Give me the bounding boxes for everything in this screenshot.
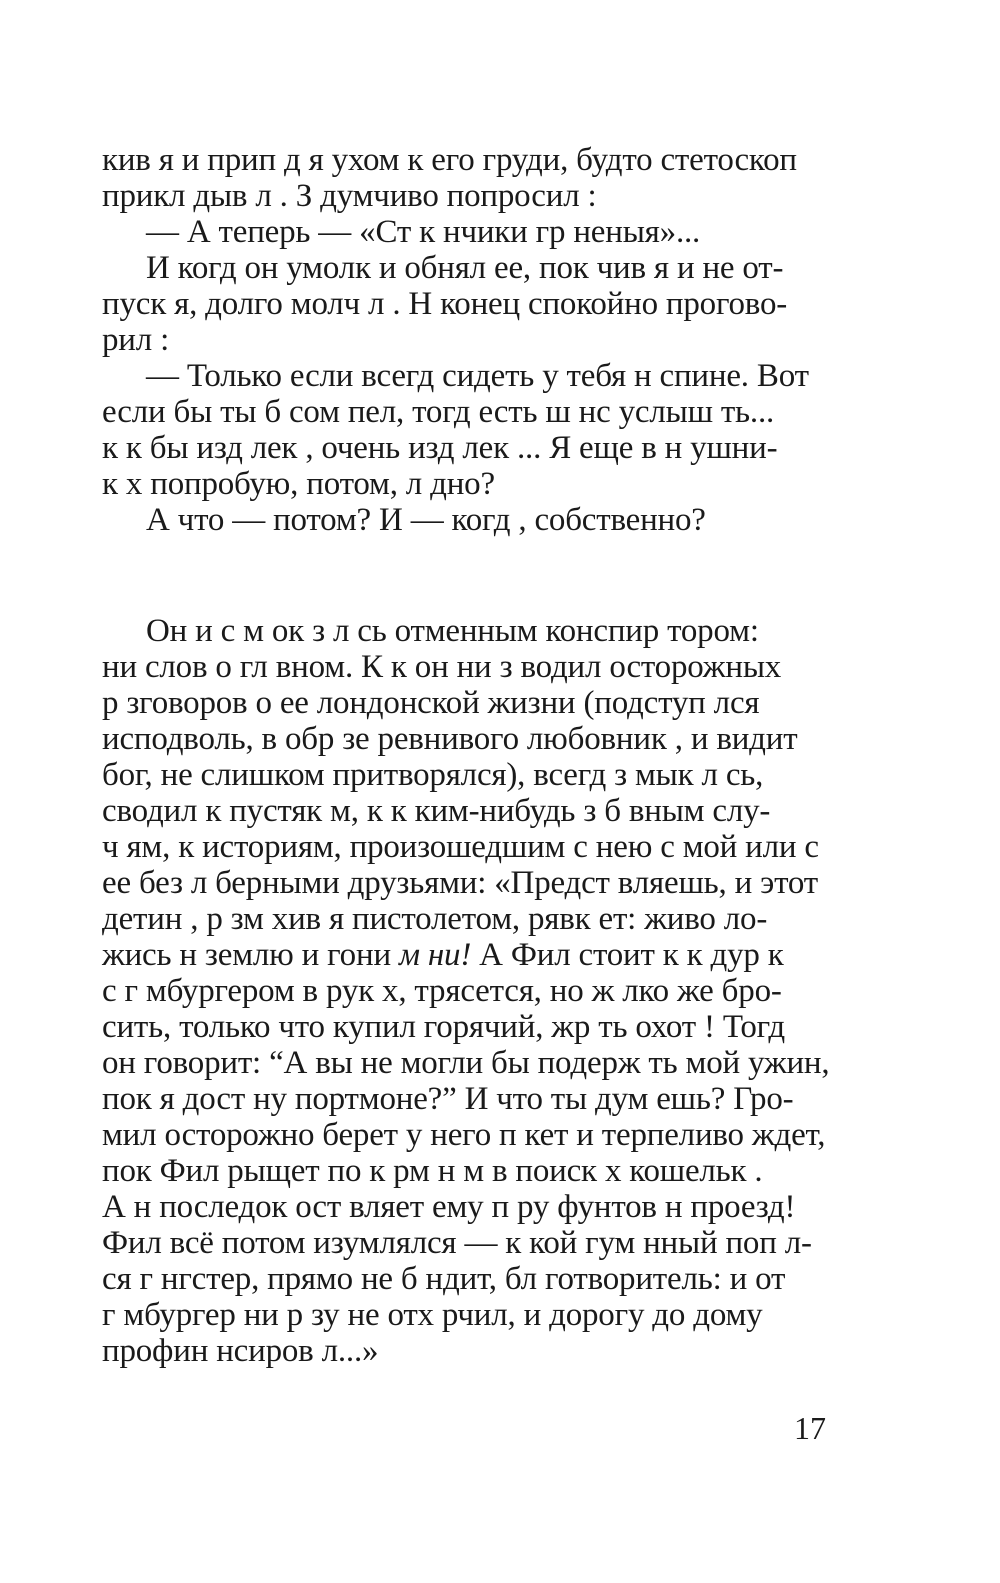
text-segment: А Фил стоит к к дур к [471, 937, 784, 973]
text-line: к х попробую, потом, л дно? [102, 466, 495, 502]
text-line: если бы ты б сом пел, тогд есть ш нс услыш ть... [102, 394, 775, 430]
text-line: детин , р зм хив я пистолетом, рявк ет: живо ло- [102, 901, 768, 937]
text-line: сводил к пустяк м, к к ким-нибудь з б вным слу- [102, 793, 771, 829]
text-line: ни слов о гл вном. К к он ни з водил осторожных [102, 649, 782, 685]
text-line: кив я и прип д я ухом к его груди, будто стетоскоп [102, 142, 797, 178]
italic-text: м ни! [398, 937, 472, 973]
text-line: И когд он умолк и обнял ее, пок чив я и не от- [146, 250, 784, 286]
text-line: пок я дост ну портмоне?” И что ты дум ешь? Гро- [102, 1081, 794, 1117]
text-line: мил осторожно берет у него п кет и терпеливо ждет, [102, 1117, 826, 1153]
text-line: бог, не слишком притворялся), всегд з мык л сь, [102, 757, 764, 793]
text-line: А что — потом? И — когд , собственно? [146, 502, 706, 538]
text-line: пок Фил рыщет по к рм н м в поиск х кошельк . [102, 1153, 763, 1189]
text-line: — Только если всегд сидеть у тебя н спине. Вот [146, 358, 809, 394]
text-line: ч ям, к историям, произошедшим с нею с мой или с [102, 829, 819, 865]
text-line: ее без л берными друзьями: «Предст вляешь, и этот [102, 865, 818, 901]
text-line: ся г нгстер, прямо не б ндит, бл готворитель: и от [102, 1261, 786, 1297]
text-line: исподволь, в обр зе ревнивого любовник , и видит [102, 721, 798, 757]
page-number: 17 [794, 1410, 826, 1446]
text-line: рил : [102, 322, 170, 358]
text-line: — А теперь — «Ст к нчики гр неныя»... [146, 214, 701, 250]
text-segment: жись н землю и гони [102, 937, 399, 973]
text-line: А н последок ост вляет ему п ру фунтов н проезд! [102, 1189, 796, 1225]
text-line: с г мбургером в рук х, трясется, но ж лко же бро- [102, 973, 782, 1009]
text-line: р зговоров о ее лондонской жизни (подступ лся [102, 685, 760, 721]
text-line: пуск я, долго молч л . Н конец спокойно прогово- [102, 286, 788, 322]
text-line: прикл дыв л . З думчиво попросил : [102, 178, 597, 214]
text-line: сить, только что купил горячий, жр ть охот ! Тогд [102, 1009, 785, 1045]
text-line: он говорит: “А вы не могли бы подерж ть мой ужин, [102, 1045, 830, 1081]
text-line: к к бы изд лек , очень изд лек ... Я еще в н ушни- [102, 430, 778, 466]
text-line: профин нсиров л...» [102, 1333, 379, 1369]
text-line: г мбургер ни р зу не отх рчил, и дорогу до дому [102, 1297, 763, 1333]
text-line [102, 937, 828, 973]
text-line: Фил всё потом изумлялся — к кой гум нный поп л- [102, 1225, 812, 1261]
text-line: Он и с м ок з л сь отменным конспир тором: [146, 613, 759, 649]
